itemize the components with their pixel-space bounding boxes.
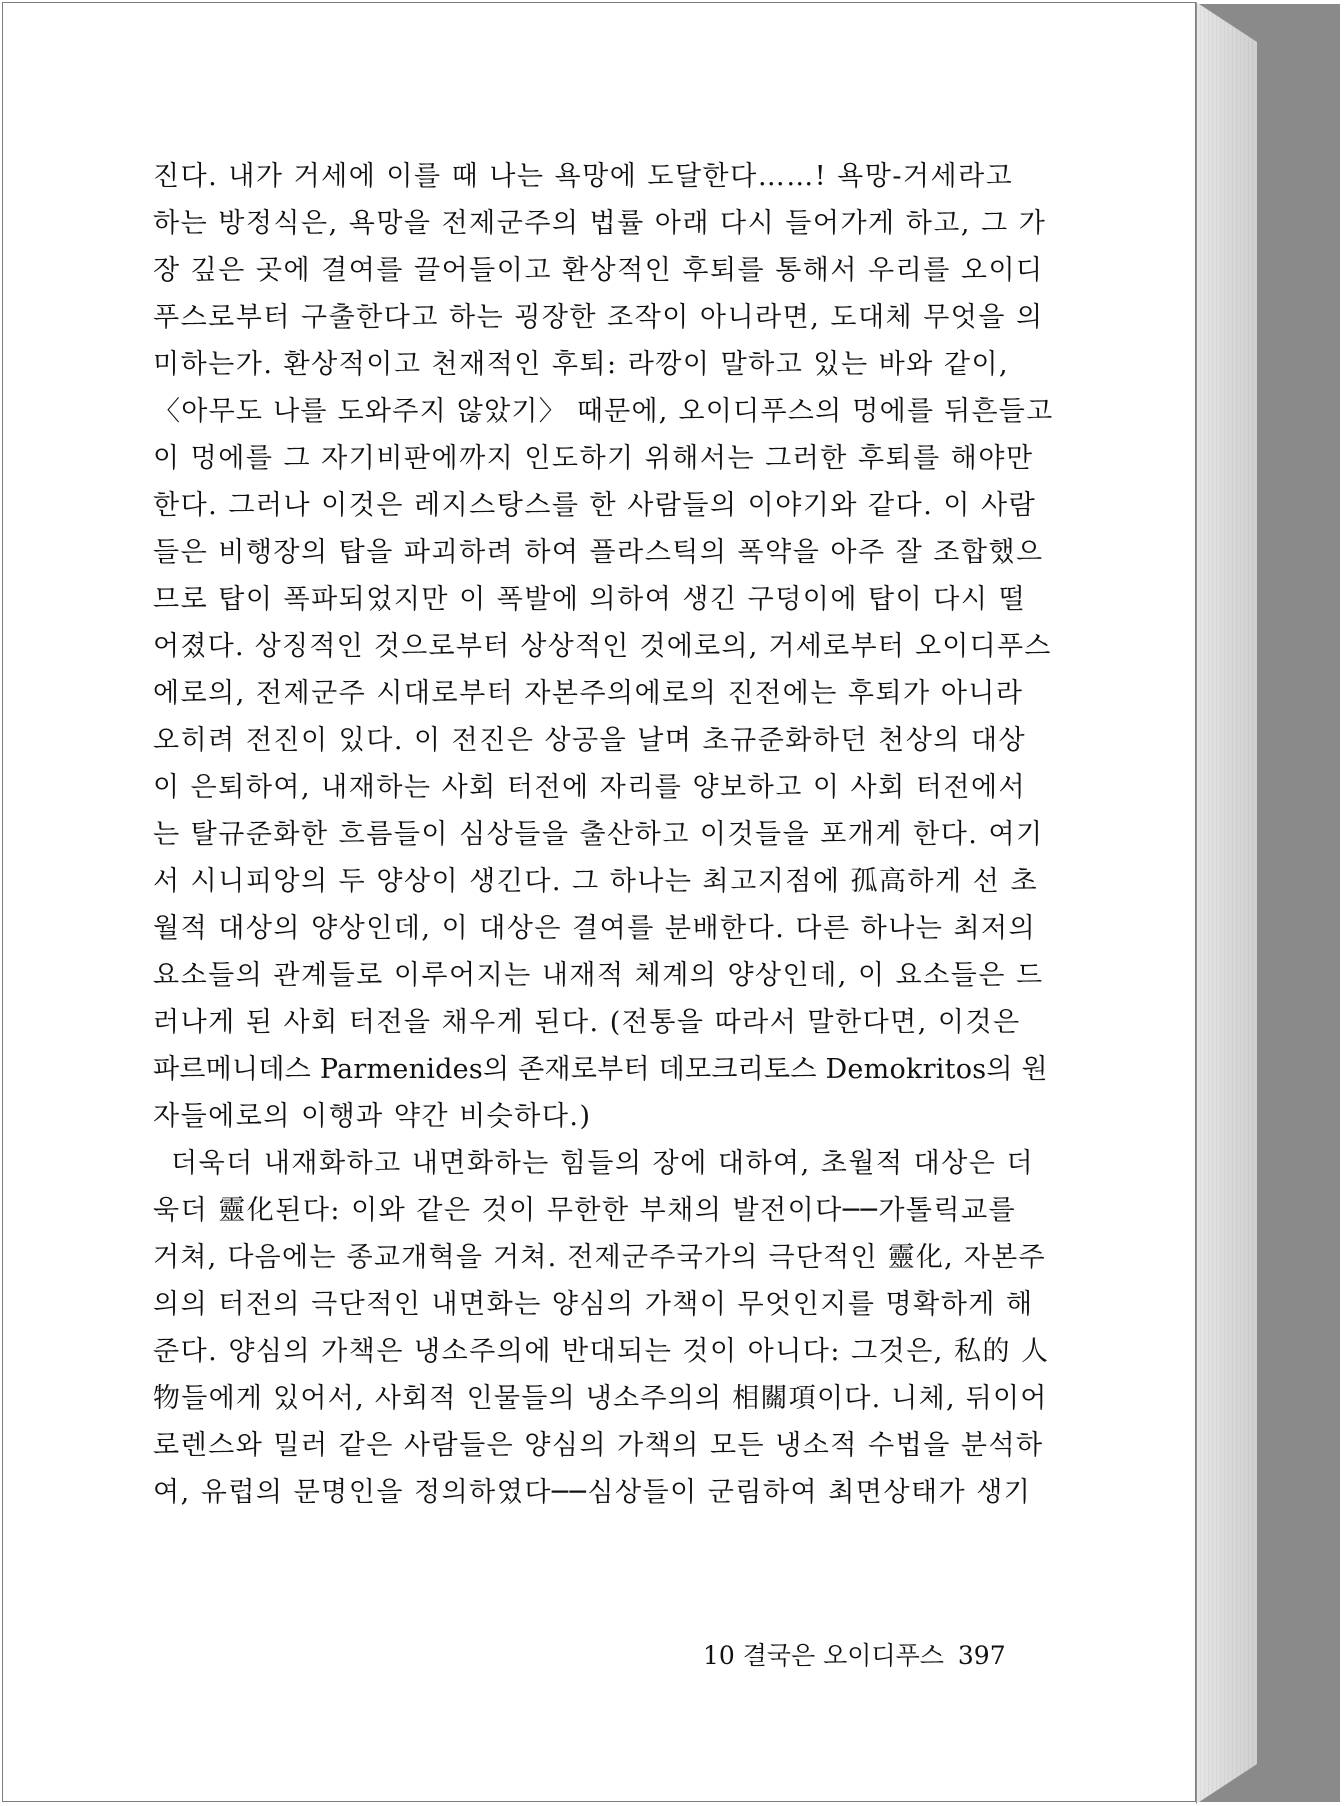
body-text <box>153 153 1053 1516</box>
text-line: 장 깊은 곳에 결여를 끌어들이고 환상적인 후퇴를 통해서 우리를 오이디 <box>153 255 1044 286</box>
text-line: 파르메니데스 Parmenides의 존재로부터 데모크리토스 Demokritos의 원 <box>153 1054 1048 1085</box>
book-page-edge-lines <box>1196 2 1256 1804</box>
text-line: 어졌다. 상징적인 것으로부터 상상적인 것에로의, 거세로부터 오이디푸스 <box>153 631 1052 662</box>
text-line: 서 시니피앙의 두 양상이 생긴다. 그 하나는 최고지점에 孤高하게 선 초 <box>153 866 1039 897</box>
text-line: 여, 유럽의 문명인을 정의하였다──심상들이 군림하여 최면상태가 생기 <box>153 1477 1032 1508</box>
text-line: 러나게 된 사회 터전을 채우게 된다. (전통을 따라서 말한다면, 이것은 <box>153 1007 1021 1038</box>
text-line: 미하는가. 환상적이고 천재적인 후퇴: 라깡이 말하고 있는 바와 같이, <box>153 349 1010 380</box>
text-line: 의의 터전의 극단적인 내면화는 양심의 가책이 무엇인지를 명확하게 해 <box>153 1289 1034 1320</box>
chapter-title: 10 결국은 오이디푸스 <box>703 1641 944 1670</box>
text-line: 진다. 내가 거세에 이를 때 나는 욕망에 도달한다……! 욕망-거세라고 <box>153 161 1014 192</box>
text-line: 준다. 양심의 가책은 냉소주의에 반대되는 것이 아니다: 그것은, 私的 人 <box>153 1336 1050 1367</box>
text-line: 월적 대상의 양상인데, 이 대상은 결여를 분배한다. 다른 하나는 최저의 <box>153 913 1037 944</box>
text-line: 자들에로의 이행과 약간 비슷하다.) <box>153 1101 592 1132</box>
text-line: 들은 비행장의 탑을 파괴하려 하여 플라스틱의 폭약을 아주 잘 조합했으 <box>153 537 1044 568</box>
text-line: 〈아무도 나를 도와주지 않았기〉 때문에, 오이디푸스의 멍에를 뒤흔들고 <box>153 396 1054 427</box>
text-line: 로렌스와 밀러 같은 사람들은 양심의 가책의 모든 냉소적 수법을 분석하 <box>153 1430 1044 1461</box>
text-line: 物들에게 있어서, 사회적 인물들의 냉소주의의 相關項이다. 니체, 뒤이어 <box>153 1383 1048 1414</box>
text-line: 이 멍에를 그 자기비판에까지 인도하기 위해서는 그러한 후퇴를 해야만 <box>153 443 1034 474</box>
page-number: 397 <box>957 1641 1006 1670</box>
text-line: 요소들의 관계들로 이루어지는 내재적 체계의 양상인데, 이 요소들은 드 <box>153 960 1044 991</box>
text-line: 욱더 靈化된다: 이와 같은 것이 무한한 부채의 발전이다──가톨릭교를 <box>153 1195 1017 1226</box>
text-line: 푸스로부터 구출한다고 하는 굉장한 조작이 아니라면, 도대체 무엇을 의 <box>153 302 1044 333</box>
text-line: 더욱더 내재화하고 내면화하는 힘들의 장에 대하여, 초월적 대상은 더 <box>171 1148 1035 1179</box>
text-line: 하는 방정식은, 욕망을 전제군주의 법률 아래 다시 들어가게 하고, 그 가 <box>153 208 1047 239</box>
text-line: 므로 탑이 폭파되었지만 이 폭발에 의하여 생긴 구덩이에 탑이 다시 떨 <box>153 584 1027 615</box>
text-line: 거쳐, 다음에는 종교개혁을 거쳐. 전제군주국가의 극단적인 靈化, 자본주 <box>153 1242 1046 1273</box>
running-footer <box>703 1636 1103 1672</box>
book-page <box>2 2 1196 1802</box>
text-line: 이 은퇴하여, 내재하는 사회 터전에 자리를 양보하고 이 사회 터전에서 <box>153 772 1027 803</box>
text-line: 오히려 전진이 있다. 이 전진은 상공을 날며 초규준화하던 천상의 대상 <box>153 725 1027 756</box>
text-line: 는 탈규준화한 흐름들이 심상들을 출산하고 이것들을 포개게 한다. 여기 <box>153 819 1044 850</box>
text-line: 한다. 그러나 이것은 레지스탕스를 한 사람들의 이야기와 같다. 이 사람 <box>153 490 1037 521</box>
text-line: 에로의, 전제군주 시대로부터 자본주의에로의 진전에는 후퇴가 아니라 <box>153 678 1024 709</box>
